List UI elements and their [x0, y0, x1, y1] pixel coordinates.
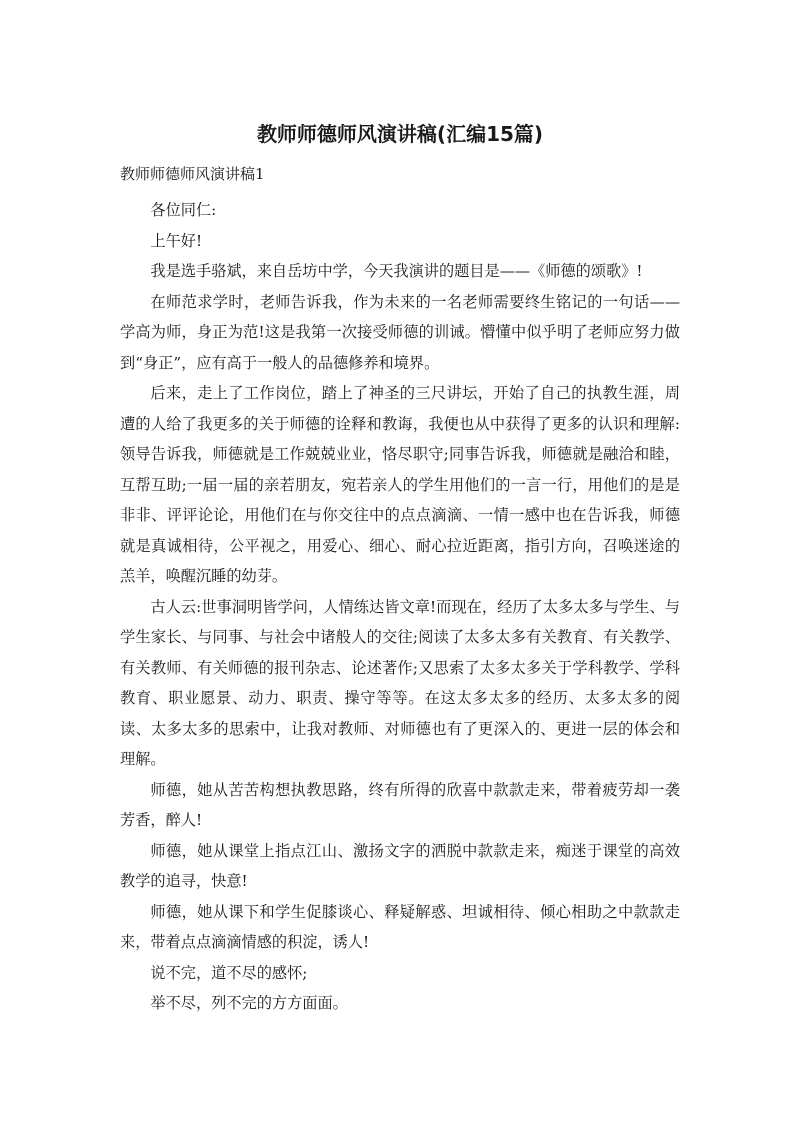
paragraph: 各位同仁:	[150, 201, 217, 219]
paragraph: 师德，她从课下和学生促膝谈心、释疑解惑、坦诚相待、倾心相助之中款款走来，带着点点滴滴情感的积淀，诱人!	[120, 902, 680, 951]
paragraph: 在师范求学时，老师告诉我，作为未来的一名老师需要终生铭记的一句话——学高为师，身正为范!这是我第一次接受师德的训诫。懵懂中似乎明了老师应努力做到“身正”，应有高于一般人的品德修养和境界。	[120, 292, 680, 372]
paragraph: 说不完，道不尽的感怀;	[150, 963, 308, 982]
document-title: 教师师德师风演讲稿(汇编15篇)	[256, 122, 544, 146]
paragraph: 后来，走上了工作岗位，踏上了神圣的三尺讲坛，开始了自己的执教生涯，周遭的人给了我更多的关于师德的诠释和教诲，我便也从中获得了更多的认识和理解:领导告诉我，师德就是工作兢兢业业，恪尽职守;同事告诉我，师德就是融洽和睦，互帮互助;一届一届的亲若朋友，宛若亲人的学生用他们的一言一行，用他们的是是非非、评评论论，用他们在与你交往中的点点滴滴、一情一感中也在告诉我，师德就是真诚相待，公平视之，用爱心、细心、耐心拉近距离，指引方向，召唤迷途的羔羊，唤醒沉睡的幼芽。	[120, 384, 680, 585]
paragraph: 师德，她从苦苦构想执教思路，终有所得的欣喜中款款走来，带着疲劳却一袭芳香，醉人!	[120, 780, 680, 829]
document-body	[120, 195, 680, 1019]
paragraph: 举不尽，列不完的方方面面。	[150, 994, 348, 1012]
paragraph: 师德，她从课堂上指点江山、激扬文字的洒脱中款款走来，痴迷于课堂的高效教学的追寻，快意!	[120, 841, 680, 890]
paragraph: 上午好!	[150, 231, 203, 250]
document-subtitle: 教师师德师风演讲稿1	[120, 165, 265, 183]
paragraph: 古人云:世事洞明皆学问，人情练达皆文章!而现在，经历了太多太多与学生、与学生家长、与同事、与社会中诸般人的交往;阅读了太多太多有关教育、有关教学、有关教师、有关师德的报刊杂志、论述著作;又思索了太多太多关于学科教学、学科教育、职业愿景、动力、职责、操守等等。在这太多太多的经历、太多太多的阅读、太多太多的思索中，让我对教师、对师德也有了更深入的、更进一层的体会和理解。	[120, 597, 680, 768]
paragraph: 我是选手骆斌，来自岳坊中学，今天我演讲的题目是——《师德的颂歌》!	[150, 262, 643, 280]
